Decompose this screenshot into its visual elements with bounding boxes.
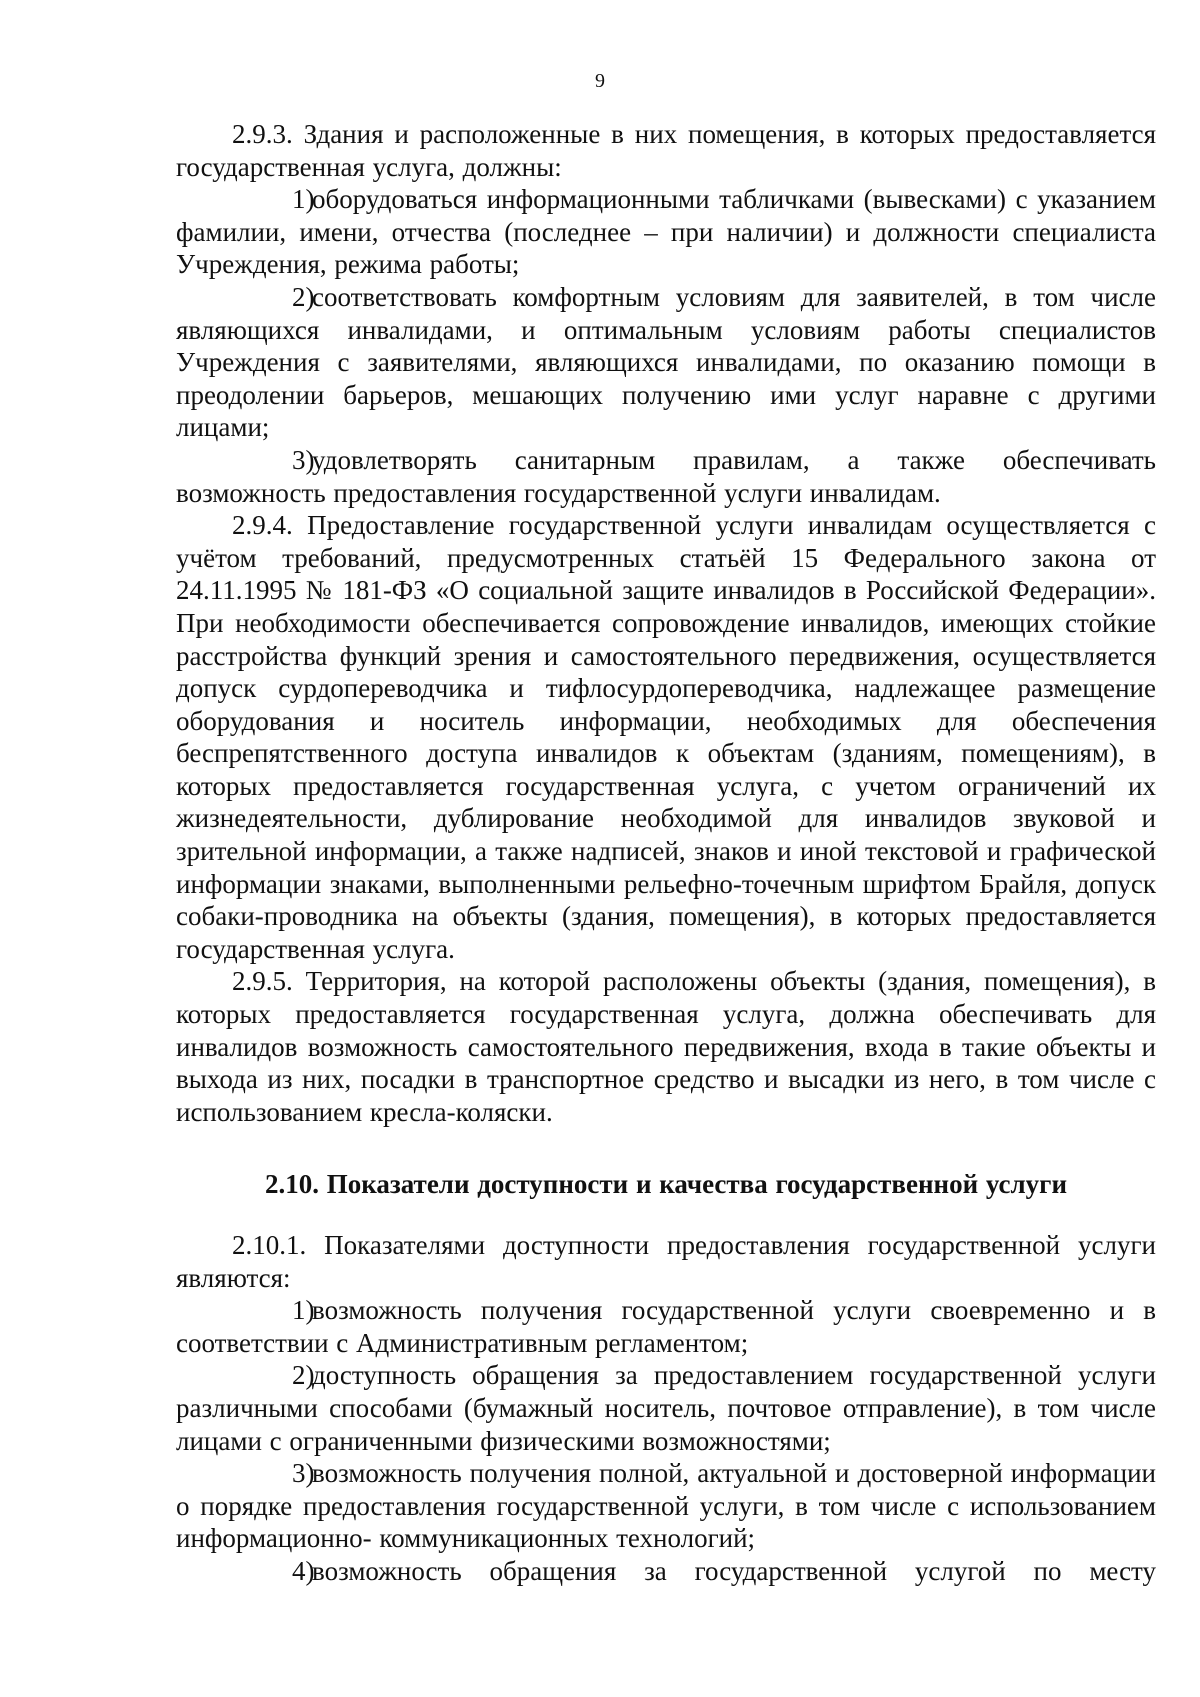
page-number: 9 xyxy=(595,70,605,92)
list-item-2: 2)доступность обращения за предоставлением государственной услуги различными способами (бумажный носитель, почтовое отправление), в том числе лицами с ограниченными физическими возможностями; xyxy=(176,1360,1156,1456)
paragraph-2-9-4: 2.9.4. Предоставление государственной услуги инвалидам осуществляется с учётом требований, предусмотренных статьёй 15 Федерального закона от 24.11.1995 № 181-ФЗ «О социальной защите инвалидов в Российской Федерации». При необходимости обеспечивается сопровождение инвалидов, имеющих стойкие расстройства функций зрения и самостоятельного передвижения, осуществляется допуск сурдопереводчика и тифлосурдопереводчика, надлежащее размещение оборудования и носитель информации, необходимых для обеспечения беспрепятственного доступа инвалидов к объектам (зданиям, помещениям), в которых предоставляется государственная услуга, с учетом ограничений их жизнедеятельности, дублирование необходимой для инвалидов звуковой и зрительной информации, а также надписей, знаков и иной текстовой и графической информации знаками, выполненными рельефно-точечным шрифтом Брайля, допуск собаки-проводника на объекты (здания, помещения), в которых предоставляется государственная услуга. xyxy=(176,510,1156,964)
section-heading: 2.10. Показатели доступности и качества государственной услуги xyxy=(265,1169,1067,1200)
document-body xyxy=(176,118,1156,1588)
list-item-1: 1)возможность получения государственной услуги своевременно и в соответствии с Административным регламентом; xyxy=(176,1295,1156,1358)
paragraph-2-9-3: 2.9.3. Здания и расположенные в них помещения, в которых предоставляется государственная услуга, должны: xyxy=(176,119,1156,182)
list-item-3: 3)удовлетворять санитарным правилам, а также обеспечивать возможность предоставления государственной услуги инвалидам. xyxy=(176,444,1156,508)
paragraph-2-9-5: 2.9.5. Территория, на которой расположены объекты (здания, помещения), в которых предоставляется государственная услуга, должна обеспечивать для инвалидов возможность самостоятельного передвижения, входа в такие объекты и выхода из них, посадки в транспортное средство и высадки из него, в том числе с использованием кресла-коляски. xyxy=(176,966,1156,1127)
list-item-2: 2)соответствовать комфортным условиям для заявителей, в том числе являющихся инвалидами, и оптимальным условиям работы специалистов Учреждения с заявителями, являющихся инвалидами, по оказанию помощи в преодолении барьеров, мешающих получению ими услуг наравне с другими лицами; xyxy=(176,281,1156,443)
list-item-4: 4)возможность обращения за государственной услугой по месту xyxy=(292,1555,1156,1586)
paragraph-2-10-1: 2.10.1. Показателями доступности предоставления государственной услуги являются: xyxy=(176,1230,1156,1293)
list-item-3: 3)возможность получения полной, актуальной и достоверной информации о порядке предоставления государственной услуги, в том числе с использованием информационно- коммуникационных технологий; xyxy=(176,1458,1156,1554)
list-item-1: 1)оборудоваться информационными табличками (вывесками) с указанием фамилии, имени, отчества (последнее – при наличии) и должности специалиста Учреждения, режима работы; xyxy=(176,184,1156,280)
